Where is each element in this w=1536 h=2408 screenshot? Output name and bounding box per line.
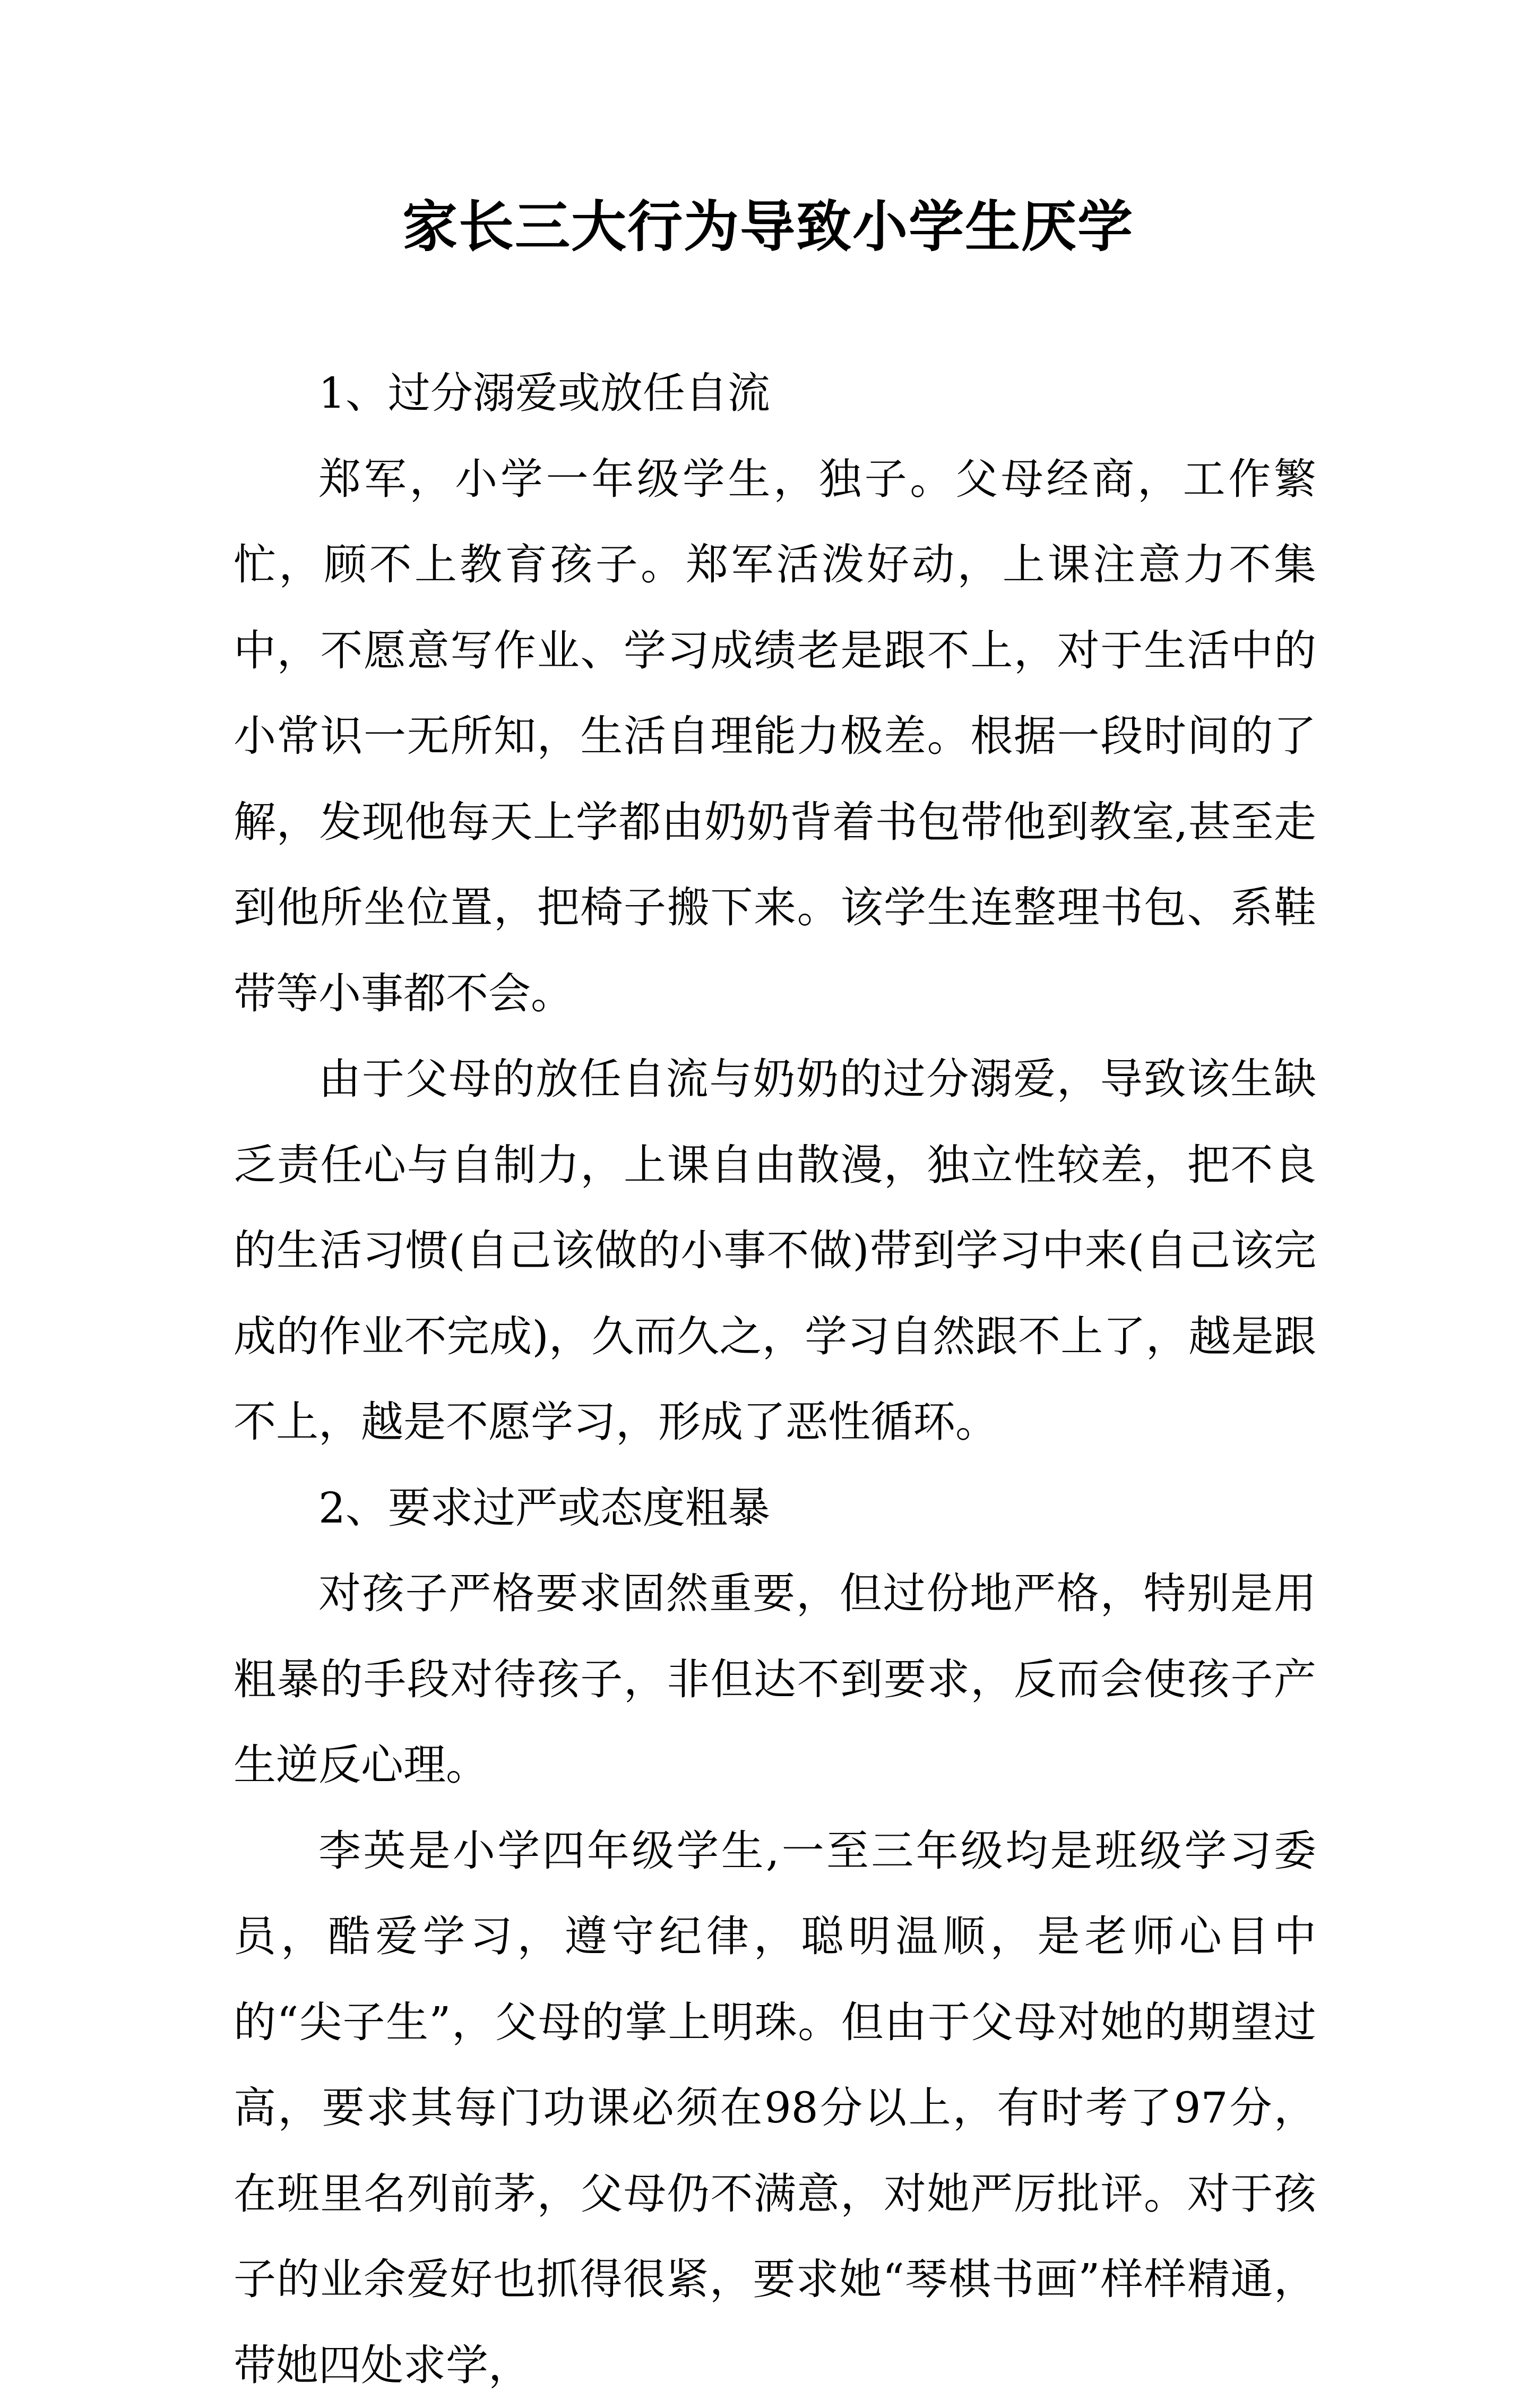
paragraph-analysis-1: 由于父母的放任自流与奶奶的过分溺爱，导致该生缺乏责任心与自制力，上课自由散漫，独立性较差，把不良的生活习惯(自己该做的小事不做)带到学习中来(自己该完成的作业不完成)，久而久之，学习自然跟不上了，越是跟不上，越是不愿学习，形成了恶性循环。	[234, 1036, 1316, 1465]
section-heading-1: 1、过分溺爱或放任自流	[234, 350, 1316, 436]
document-body	[234, 350, 1316, 2408]
paragraph-case-li-ying: 李英是小学四年级学生,一至三年级均是班级学习委员，酷爱学习，遵守纪律，聪明温顺，是老师心目中的“尖子生”，父母的掌上明珠。但由于父母对她的期望过高，要求其每门功课必须在98分以上，有时考了97分，在班里名列前茅，父母仍不满意，对她严厉批评。对于孩子的业余爱好也抓得很紧，要求她“琴棋书画”样样精通，带她四处求学，	[234, 1808, 1316, 2408]
paragraph-strictness: 对孩子严格要求固然重要，但过份地严格，特别是用粗暴的手段对待孩子，非但达不到要求，反而会使孩子产生逆反心理。	[234, 1551, 1316, 1808]
paragraph-case-zheng-jun: 郑军，小学一年级学生，独子。父母经商，工作繁忙，顾不上教育孩子。郑军活泼好动，上课注意力不集中，不愿意写作业、学习成绩老是跟不上，对于生活中的小常识一无所知，生活自理能力极差。根据一段时间的了解，发现他每天上学都由奶奶背着书包带他到教室,甚至走到他所坐位置，把椅子搬下来。该学生连整理书包、系鞋带等小事都不会。	[234, 436, 1316, 1037]
section-heading-2: 2、要求过严或态度粗暴	[234, 1465, 1316, 1551]
document-title: 家长三大行为导致小学生厌学	[0, 187, 1536, 266]
